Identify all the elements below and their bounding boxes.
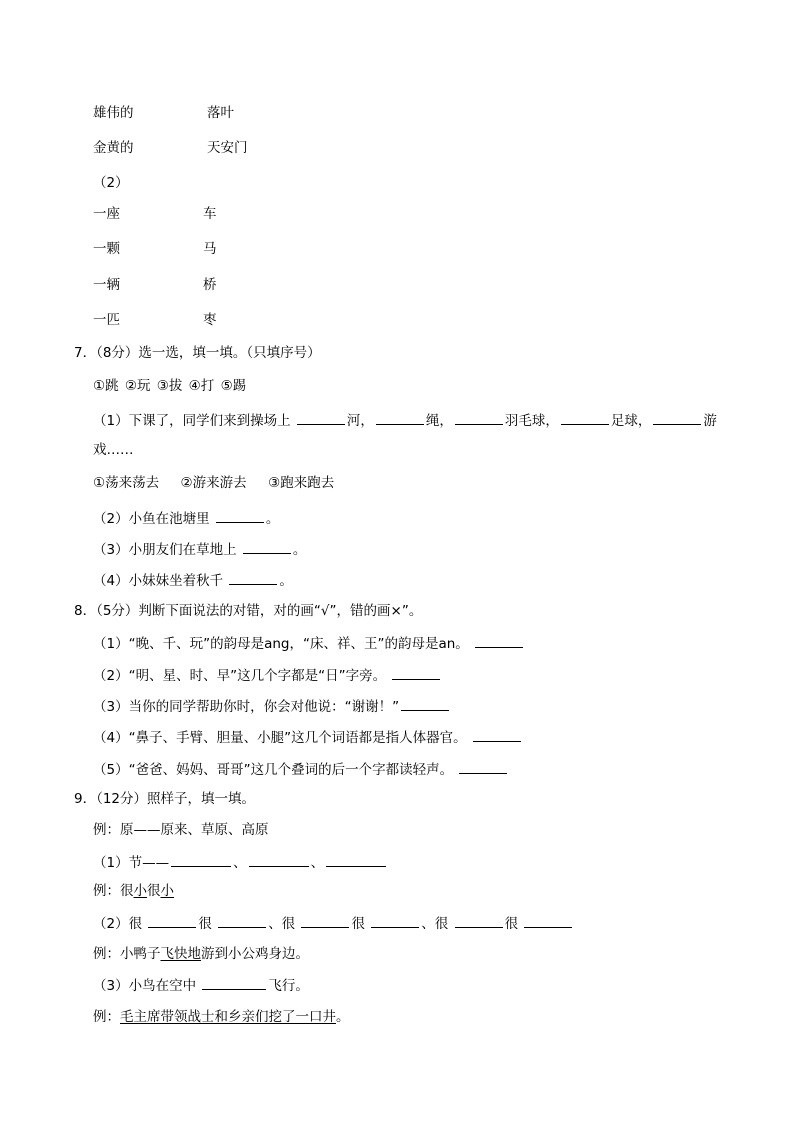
- q7-sentence-1-cont: 戏……: [93, 442, 134, 458]
- answer-blank[interactable]: [218, 914, 266, 928]
- answer-blank[interactable]: [376, 411, 424, 425]
- answer-blank[interactable]: [249, 853, 309, 867]
- answer-blank[interactable]: [653, 411, 701, 425]
- match2-left-1: 一座: [93, 206, 120, 222]
- q7-options-1: ①跳 ②玩 ③拔 ④打 ⑤踢: [93, 378, 247, 394]
- match2-row-2: [93, 240, 217, 258]
- q9-example-2: 例：很小很小: [93, 883, 174, 899]
- match2-left-2: 一颗: [93, 241, 120, 257]
- answer-blank[interactable]: [524, 914, 572, 928]
- match2-left-3: 一辆: [93, 277, 120, 293]
- answer-blank[interactable]: [148, 914, 196, 928]
- match2-right-2: 马: [203, 241, 217, 257]
- answer-blank[interactable]: [401, 697, 449, 711]
- match2-right-4: 枣: [203, 312, 217, 328]
- q8-title: 8．（5分）判断下面说法的对错，对的画“√”，错的画×”。: [74, 603, 423, 619]
- answer-blank[interactable]: [459, 760, 507, 774]
- match1-left-1: 雄伟的: [93, 105, 134, 121]
- q8-item-1: （1）“晚、千、玩”的韵母是ang，“床、祥、王”的韵母是an。: [93, 634, 525, 653]
- answer-blank[interactable]: [326, 853, 386, 867]
- q9-example-3: 例：小鸭子飞快地游到小公鸡身边。: [93, 946, 309, 962]
- q9-item-1: （1）节—— 、 、: [93, 853, 388, 872]
- answer-blank[interactable]: [561, 411, 609, 425]
- match2-right-3: 桥: [203, 277, 217, 293]
- q7-sentence-3: （3）小朋友们在草地上 。: [93, 542, 307, 558]
- q8-item-5: （5）“爸爸、妈妈、哥哥”这几个叠词的后一个字都读轻声。: [93, 760, 509, 779]
- match2-row-1: [93, 205, 217, 223]
- answer-blank[interactable]: [202, 976, 266, 990]
- answer-blank[interactable]: [243, 540, 291, 554]
- match1-left-2: 金黄的: [93, 140, 134, 156]
- answer-blank[interactable]: [392, 666, 440, 680]
- match1-row-1: [93, 104, 234, 122]
- match2-right-1: 车: [203, 206, 217, 222]
- q8-item-4: （4）“鼻子、手臂、胆量、小腿”这几个词语都是指人体器官。: [93, 728, 523, 747]
- q9-title: 9．（12分）照样子，填一填。: [74, 791, 256, 807]
- q7-sentence-2: （2）小鱼在池塘里 。: [93, 511, 280, 527]
- q9-example-1: 例：原——原来、草原、高原: [93, 822, 269, 838]
- match1-row-2: [93, 139, 248, 157]
- q7-sentence-1: （1）下课了，同学们来到操场上 河， 绳， 羽毛球， 足球， 游: [93, 413, 717, 429]
- q8-item-2: （2）“明、星、时、早”这几个字都是“日”字旁。: [93, 666, 442, 685]
- answer-blank[interactable]: [455, 914, 503, 928]
- match1-right-1: 落叶: [207, 105, 234, 121]
- match2-left-4: 一匹: [93, 312, 120, 328]
- answer-blank[interactable]: [371, 914, 419, 928]
- match1-right-2: 天安门: [207, 140, 248, 156]
- answer-blank[interactable]: [475, 634, 523, 648]
- answer-blank[interactable]: [301, 914, 349, 928]
- answer-blank[interactable]: [297, 411, 345, 425]
- q8-item-3: （3）当你的同学帮助你时，你会对他说：“谢谢！”: [93, 697, 451, 716]
- match2-row-3: [93, 276, 217, 294]
- match2-row-4: [93, 311, 217, 329]
- q7-sentence-4: （4）小妹妹坐着秋千 。: [93, 573, 293, 589]
- q9-example-4: 例：毛主席带领战士和乡亲们挖了一口井。: [93, 1009, 350, 1025]
- q7-options-2: ①荡来荡去 ②游来游去 ③跑来跑去: [93, 475, 335, 491]
- q7-title: 7．（8分）选一选，填一填。（只填序号）: [74, 345, 321, 361]
- answer-blank[interactable]: [455, 411, 503, 425]
- answer-blank[interactable]: [171, 853, 231, 867]
- q9-item-3: （3）小鸟在空中 飞行。: [93, 978, 309, 994]
- answer-blank[interactable]: [473, 728, 521, 742]
- answer-blank[interactable]: [216, 509, 264, 523]
- match2-label: （2）: [93, 175, 129, 191]
- q9-item-2: （2）很 很 、很 很 、很 很: [93, 914, 574, 933]
- answer-blank[interactable]: [229, 571, 277, 585]
